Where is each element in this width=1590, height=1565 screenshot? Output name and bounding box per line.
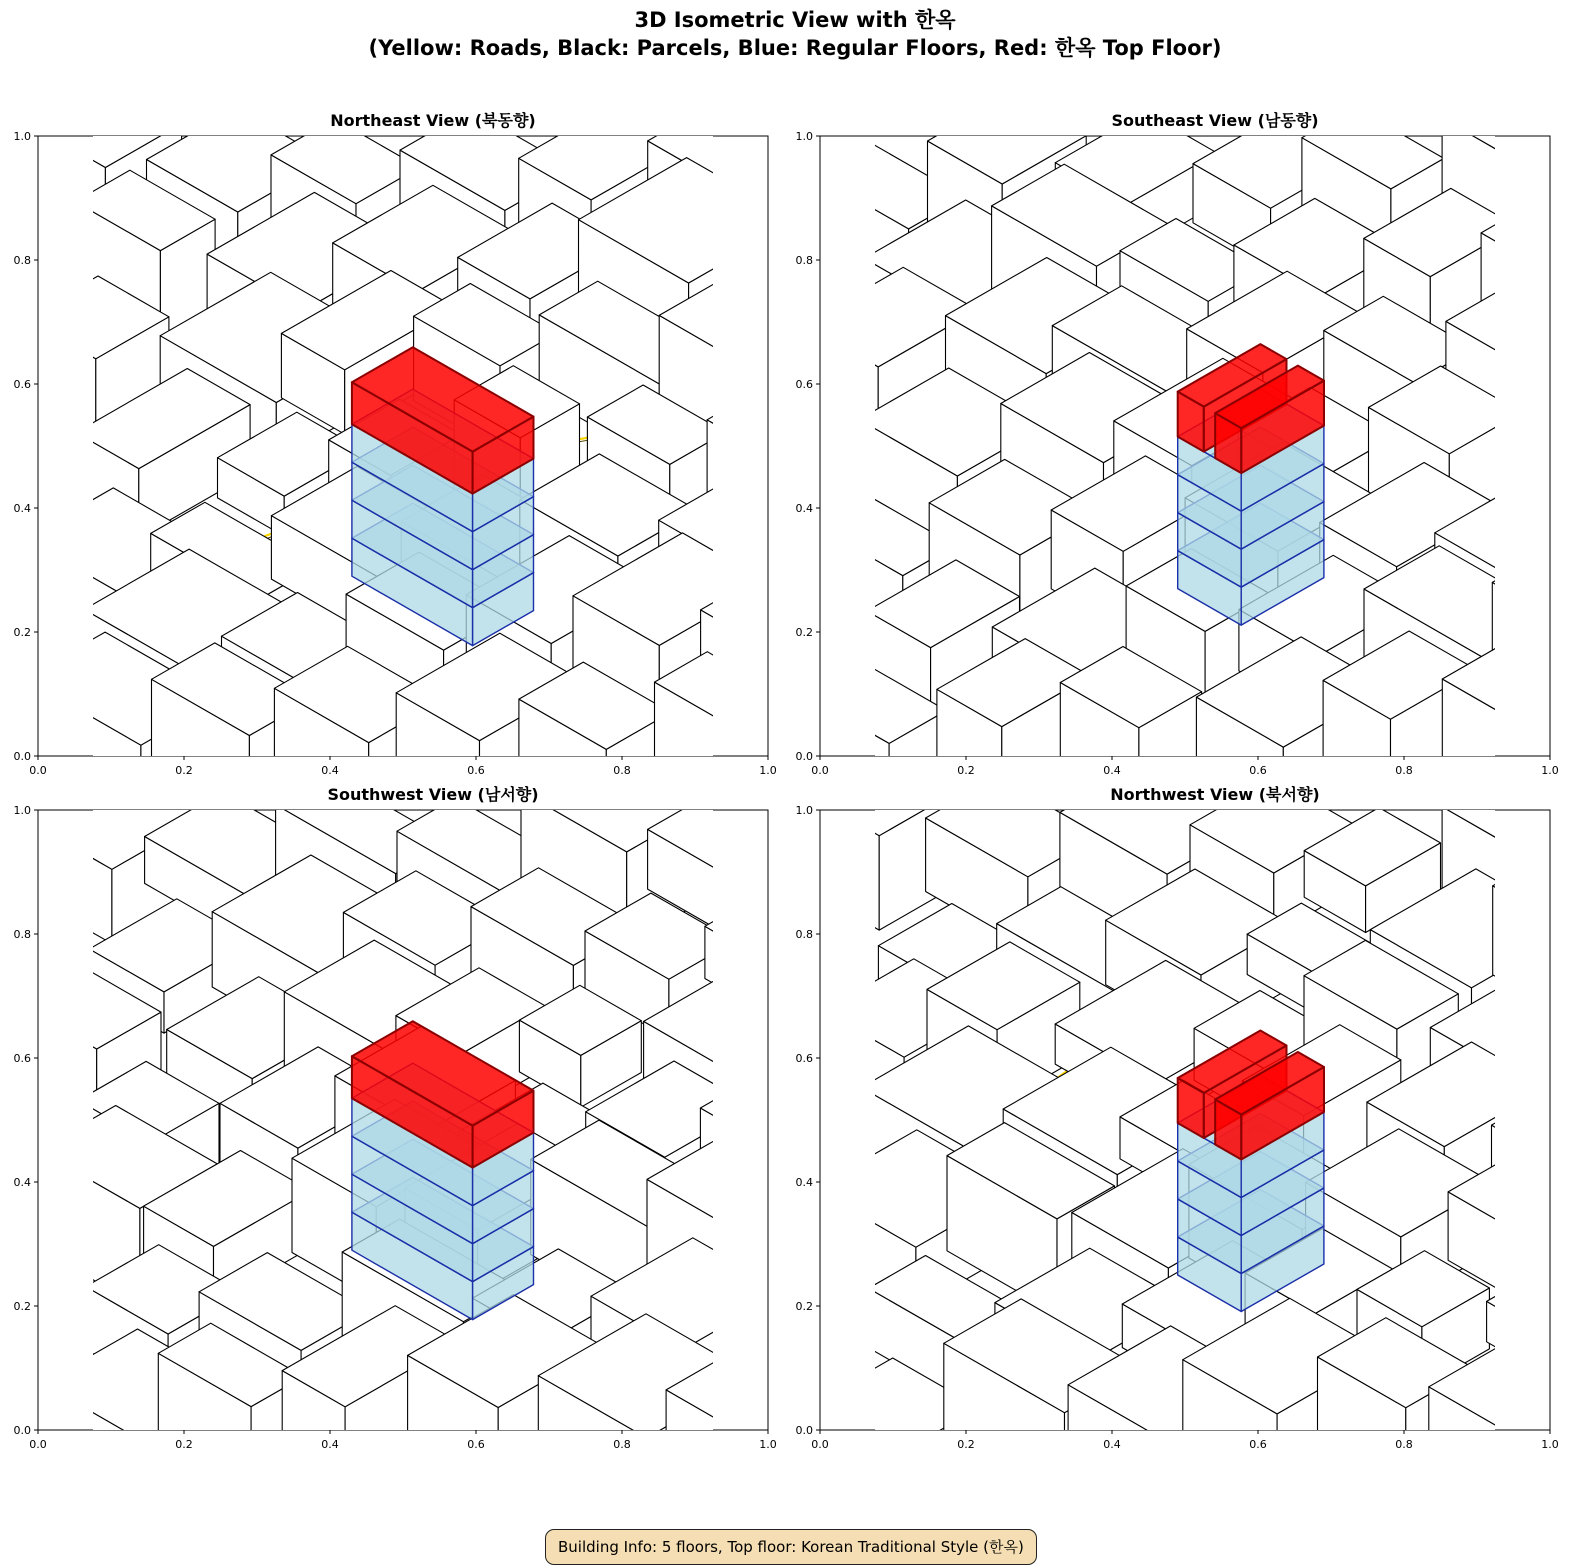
target-building bbox=[1178, 1031, 1324, 1312]
y-tick-label: 0.4 bbox=[14, 1176, 32, 1189]
parcel-building bbox=[1481, 180, 1590, 352]
view-panel-northeast bbox=[38, 136, 828, 826]
x-tick-label: 0.0 bbox=[811, 1438, 829, 1451]
figure-title-line-2: (Yellow: Roads, Black: Parcels, Blue: Regular Floors, Red: 한옥 Top Floor) bbox=[0, 34, 1590, 62]
y-tick-label: 1.0 bbox=[14, 804, 32, 817]
x-tick-label: 1.0 bbox=[759, 764, 777, 777]
panel-title: Southeast View (남동향) bbox=[820, 108, 1590, 131]
view-panel-northwest bbox=[820, 810, 1590, 1500]
x-tick-label: 0.4 bbox=[321, 764, 339, 777]
y-tick-label: 0.0 bbox=[796, 1424, 814, 1437]
x-tick-label: 0.4 bbox=[1103, 764, 1121, 777]
panel-title: Northeast View (북동향) bbox=[38, 108, 828, 131]
x-tick-label: 0.8 bbox=[1395, 1438, 1413, 1451]
x-tick-label: 0.6 bbox=[467, 1438, 485, 1451]
y-tick-label: 1.0 bbox=[14, 130, 32, 143]
x-tick-label: 0.4 bbox=[1103, 1438, 1121, 1451]
x-tick-label: 0.8 bbox=[613, 1438, 631, 1451]
target-building bbox=[1178, 344, 1324, 625]
y-tick-label: 0.2 bbox=[14, 1300, 32, 1313]
x-tick-label: 0.4 bbox=[321, 1438, 339, 1451]
x-tick-label: 0.2 bbox=[957, 764, 975, 777]
x-tick-label: 1.0 bbox=[1541, 1438, 1559, 1451]
y-tick-label: 0.8 bbox=[796, 254, 814, 267]
y-tick-label: 1.0 bbox=[796, 130, 814, 143]
x-tick-label: 0.6 bbox=[1249, 1438, 1267, 1451]
y-tick-label: 0.6 bbox=[14, 1052, 32, 1065]
x-tick-label: 0.6 bbox=[1249, 764, 1267, 777]
y-tick-label: 0.6 bbox=[14, 378, 32, 391]
view-panel-southeast bbox=[820, 136, 1590, 826]
parcel-building bbox=[701, 575, 831, 718]
y-tick-label: 1.0 bbox=[796, 804, 814, 817]
view-panel-southwest bbox=[38, 810, 828, 1500]
parcel-building bbox=[1493, 822, 1590, 1029]
parcel-building bbox=[1492, 540, 1590, 734]
x-tick-label: 0.2 bbox=[175, 764, 193, 777]
isometric-plot bbox=[820, 810, 1550, 1430]
panel-title: Northwest View (북서향) bbox=[820, 782, 1590, 805]
y-tick-label: 0.4 bbox=[796, 1176, 814, 1189]
y-tick-label: 0.0 bbox=[796, 750, 814, 763]
y-tick-label: 0.0 bbox=[14, 750, 32, 763]
y-tick-label: 0.4 bbox=[796, 502, 814, 515]
parcel-building bbox=[1498, 382, 1590, 524]
building-info-box: Building Info: 5 floors, Top floor: Korean Traditional Style (한옥) bbox=[545, 1529, 1037, 1565]
x-tick-label: 0.6 bbox=[467, 764, 485, 777]
x-tick-label: 0.0 bbox=[29, 764, 47, 777]
x-tick-label: 0.2 bbox=[957, 1438, 975, 1451]
isometric-plot bbox=[38, 810, 768, 1430]
parcel-building bbox=[1492, 1074, 1590, 1236]
scene bbox=[814, 749, 1590, 1511]
parcel-building bbox=[1487, 1246, 1590, 1388]
x-tick-label: 0.0 bbox=[811, 764, 829, 777]
x-tick-label: 0.2 bbox=[175, 1438, 193, 1451]
y-tick-label: 0.2 bbox=[796, 626, 814, 639]
x-tick-label: 0.8 bbox=[613, 764, 631, 777]
y-tick-label: 0.6 bbox=[796, 1052, 814, 1065]
scene bbox=[19, 754, 922, 1517]
x-tick-label: 1.0 bbox=[759, 1438, 777, 1451]
isometric-plot bbox=[38, 136, 768, 756]
x-tick-label: 0.0 bbox=[29, 1438, 47, 1451]
y-tick-label: 0.8 bbox=[14, 928, 32, 941]
y-tick-label: 0.6 bbox=[796, 378, 814, 391]
y-tick-label: 0.8 bbox=[14, 254, 32, 267]
scene bbox=[801, 74, 1590, 833]
isometric-plot bbox=[820, 136, 1550, 756]
scene bbox=[25, 86, 898, 844]
x-tick-label: 1.0 bbox=[1541, 764, 1559, 777]
y-tick-label: 0.4 bbox=[14, 502, 32, 515]
figure-title-line-1: 3D Isometric View with 한옥 bbox=[0, 6, 1590, 34]
y-tick-label: 0.0 bbox=[14, 1424, 32, 1437]
y-tick-label: 0.2 bbox=[14, 626, 32, 639]
y-tick-label: 0.2 bbox=[796, 1300, 814, 1313]
panel-title: Southwest View (남서향) bbox=[38, 782, 828, 805]
y-tick-label: 0.8 bbox=[796, 928, 814, 941]
x-tick-label: 0.8 bbox=[1395, 764, 1413, 777]
